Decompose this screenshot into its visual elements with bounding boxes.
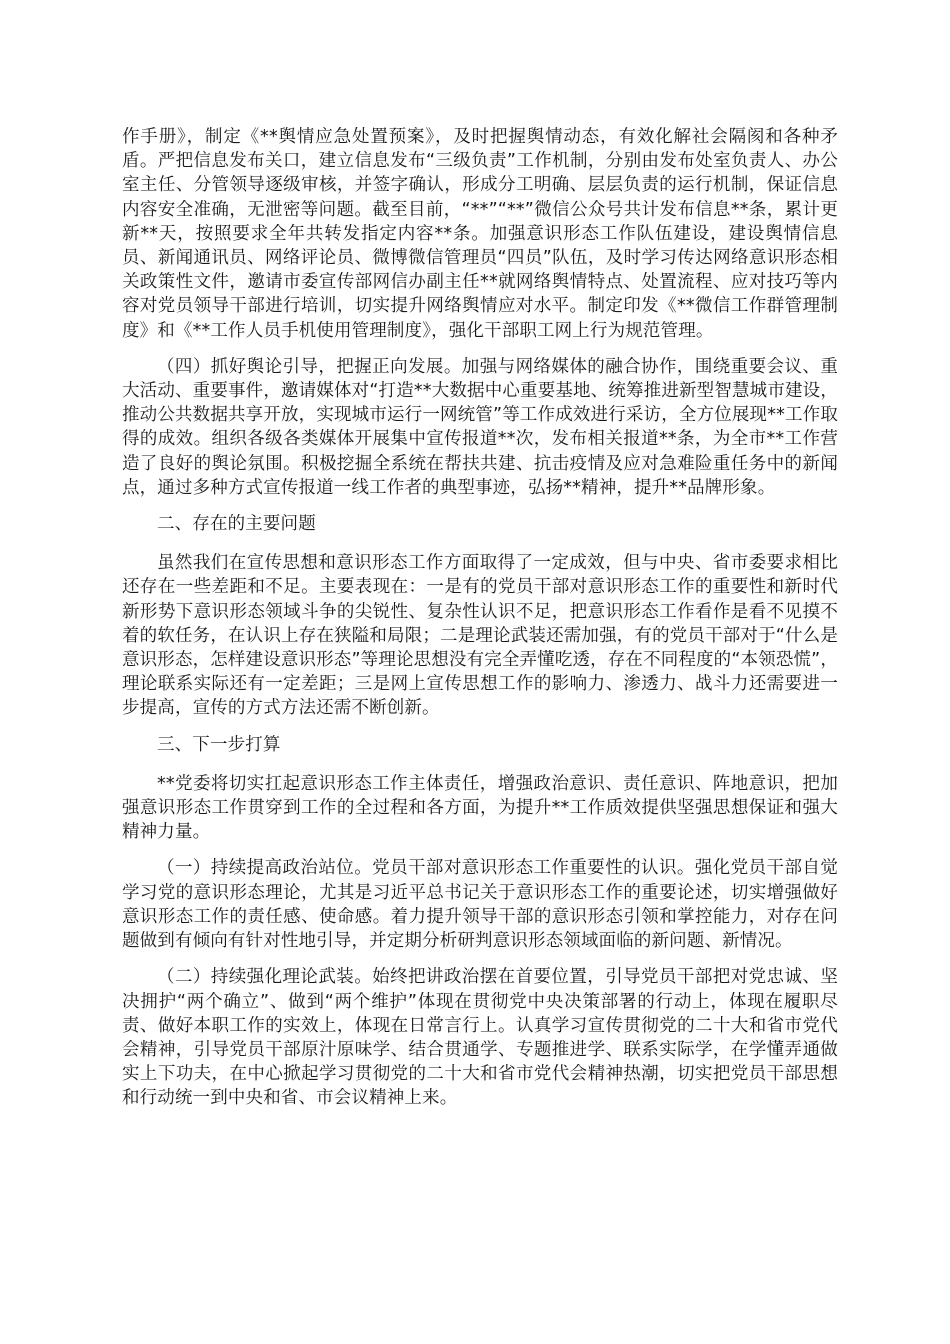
paragraph-next-steps-intro: **党委将切实扛起意识形态工作主体责任，增强政治意识、责任意识、阵地意识，把加强意识形态工作贯穿到工作的全过程和各方面，为提升**工作质效提供坚强思想保证和强大精神力量。 (122, 773, 838, 843)
paragraph-next-step-1: （一）持续提高政治站位。党员干部对意识形态工作重要性的认识。强化党员干部自觉学习党的意识形态理论，尤其是习近平总书记关于意识形态工作的重要论述，切实增强做好意识形态工作的责任感、使命感。着力提升领导干部的意识形态引领和掌控能力，对存在问题做到有倾向有针对性地引导，并定期分析研判意识形态领域面临的新问题、新情况。 (122, 858, 838, 952)
paragraph-next-step-2: （二）持续强化理论武装。始终把讲政治摆在首要位置，引导党员干部把对党忠诚、坚决拥护“两个确立”、做到“两个维护”体现在贯彻党中央决策部署的行动上，体现在履职尽责、做好本职工作的实效上，体现在日常言行上。认真学习宣传贯彻党的二十大和省市党代会精神，引导党员干部原汁原味学、结合贯通学、专题推进学、联系实际学，在学懂弄通做实上下功夫，在中心掀起学习贯彻党的二十大和省市党代会精神热潮，切实把党员干部思想和行动统一到中央和省、市会议精神上来。 (122, 967, 838, 1109)
paragraph-problems: 虽然我们在宣传思想和意识形态工作方面取得了一定成效，但与中央、省市委要求相比还存在一些差距和不足。主要表现在：一是有的党员干部对意识形态工作的重要性和新时代新形势下意识形态领域斗争的尖锐性、复杂性认识不足，把意识形态工作看作是看不见摸不着的软任务，在认识上存在狭隘和局限；二是理论武装还需加强，有的党员干部对于“什么是意识形态，怎样建设意识形态”等理论思想没有完全弄懂吃透，存在不同程度的“本领恐慌”，理论联系实际还有一定差距；三是网上宣传思想工作的影响力、渗透力、战斗力还需要进一步提高，宣传的方式方法还需不断创新。 (122, 553, 838, 719)
paragraph-continuation: 作手册》，制定《**舆情应急处置预案》，及时把握舆情动态，有效化解社会隔阂和各种矛盾。严把信息发布关口，建立信息发布“三级负责”工作机制，分别由发布处室负责人、办公室主任、分管领导逐级审核，并签字确认，形成分工明确、层层负责的运行机制，保证信息内容安全准确，无泄密等问题。截至目前，“**”“**”微信公众号共计发布信息**条，累计更新**天，按照要求全年共转发指定内容**条。加强意识形态工作队伍建设，建设舆情信息员、新闻通讯员、网络评论员、微博微信管理员“四员”队伍，及时学习传达网络意识形态相关政策性文件，邀请市委宣传部网信办副主任**就网络舆情特点、处置流程、应对技巧等内容对党员领导干部进行培训，切实提升网络舆情应对水平。制定印发《**微信工作群管理制度》和《**工作人员手机使用管理制度》，强化干部职工网上行为规范管理。 (122, 127, 838, 341)
paragraph-section-4: （四）抓好舆论引导，把握正向发展。加强与网络媒体的融合协作，围绕重要会议、重大活动、重要事件，邀请媒体对“打造**大数据中心重要基地、统筹推进新型智慧城市建设，推动公共数据共享开放，实现城市运行一网统管”等工作成效进行采访，全方位展现**工作取得的成效。组织各级各类媒体开展集中宣传报道**次，发布相关报道**条，为全市**工作营造了良好的舆论氛围。积极挖掘全系统在帮扶共建、抗击疫情及应对急难险重任务中的新闻点，通过多种方式宣传报道一线工作者的典型事迹，弘扬**精神，提升**品牌形象。 (122, 356, 838, 498)
heading-main-problems: 二、存在的主要问题 (157, 514, 316, 535)
heading-next-steps: 三、下一步打算 (157, 734, 281, 755)
document-body (122, 125, 838, 1123)
